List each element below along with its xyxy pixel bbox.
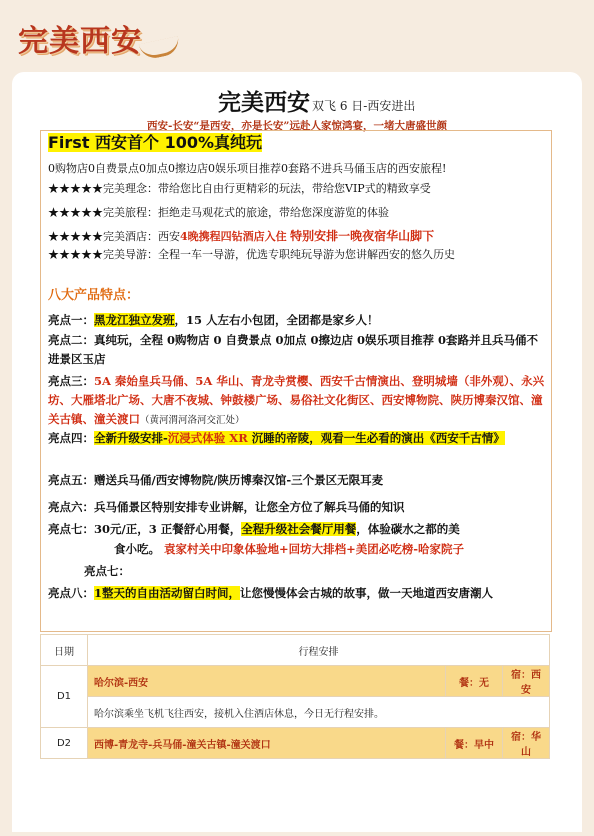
slogan: 西安-长安“是西安，亦是长安”远赴人家惊鸿宴，一堵大唐盛世颜 — [147, 120, 447, 132]
page-subtitle: 双飞 6 日-西安进出 — [312, 99, 416, 113]
concept-line: ★★★★★完美理念：带给您比自由行更精彩的玩法，带给您VIP式的精致享受 — [48, 182, 431, 195]
col-date-header: 日期 — [41, 635, 88, 666]
title-row — [218, 84, 415, 117]
day-2-label: D2 — [41, 728, 88, 759]
logo-swoosh — [139, 36, 182, 61]
day-1-label: D1 — [41, 666, 88, 728]
feature-2: 亮点二：真纯玩，全程 0购物店 0 自费景点 0加点 0擦边店 0娱乐项目推荐 0套路并且兵马俑不进景区玉店 — [48, 333, 539, 366]
day-1-meal: 餐：无 — [446, 666, 503, 697]
feature-3: 亮点三：5A 秦始皇兵马俑、5A 华山、青龙寺赏樱、西安千古情演出、登明城墙（非外观）、永兴坊、大雁塔北广场、大唐不夜城、钟鼓楼广场、易俗社文化街区、西安博物院、陕历博秦汉馆、潼关古镇、潼关渡口（黄河渭河洛河交汇处） — [48, 374, 545, 426]
feature-7: 亮点七：30元/正，3 正餐舒心用餐，全程升级社会餐厅用餐，体验碳水之都的美 — [48, 522, 460, 536]
guide-line: ★★★★★完美导游：全程一车一导游，优选专职纯玩导游为您讲解西安的悠久历史 — [48, 248, 455, 261]
hotel-line: ★★★★★完美酒店：西安4晚携程四钻酒店入住 特别安排一晚夜宿华山脚下 — [48, 229, 435, 243]
feature-8: 亮点八：1整天的自由活动留白时间，让您慢慢体会古城的故事，做一天地道西安唐潮人 — [48, 586, 494, 600]
day-1-route: 哈尔滨-西安 — [88, 666, 446, 697]
day-1-desc: 哈尔滨乘坐飞机飞往西安，接机入住酒店休息，今日无行程安排。 — [88, 697, 550, 728]
brand-logo: 完美西安 — [18, 24, 142, 59]
day-1-stay: 宿：西安 — [503, 666, 550, 697]
journey-line: ★★★★★完美旅程：拒绝走马观花式的旅途，带给您深度游览的体验 — [48, 206, 389, 219]
intro-headline: First 西安首个 100%真纯玩 — [48, 133, 263, 152]
page-title: 完美西安 — [218, 89, 310, 116]
day-1-route-row — [41, 666, 550, 697]
feature-7-repeat: 亮点七： — [84, 564, 130, 578]
feature-6: 亮点六：兵马俑景区特别安排专业讲解，让您全方位了解兵马俑的知识 — [48, 500, 405, 514]
feature-7-cont: 食小吃。 袁家村关中印象体验地+回坊大排档+美团必吃榜-哈家院子 — [114, 542, 465, 556]
day-2-stay: 宿：华山 — [503, 728, 550, 759]
intro-zero-line: 0购物店0自费景点0加点0擦边店0娱乐项目推荐0套路不进兵马俑玉店的西安旅程! — [48, 162, 447, 175]
features-heading: 八大产品特点： — [48, 288, 140, 303]
day-2-route-row — [41, 728, 550, 759]
day-1-desc-row — [41, 697, 550, 728]
feature-5: 亮点五：赠送兵马俑/西安博物院/陕历博秦汉馆-三个景区无限耳麦 — [48, 473, 384, 487]
itinerary-header-row — [41, 635, 550, 666]
col-plan-header: 行程安排 — [88, 635, 550, 666]
day-2-meal: 餐：早中 — [446, 728, 503, 759]
feature-4: 亮点四：全新升级安排-沉浸式体验 XR 沉睡的帝陵，观看一生必看的演出《西安千古情》 — [48, 431, 505, 445]
day-2-route: 西博-青龙寺-兵马俑-潼关古镇-潼关渡口 — [88, 728, 446, 759]
itinerary-table — [40, 634, 550, 759]
feature-1: 亮点一：黑龙江独立发班，15 人左右小包团，全团都是家乡人！ — [48, 313, 379, 327]
